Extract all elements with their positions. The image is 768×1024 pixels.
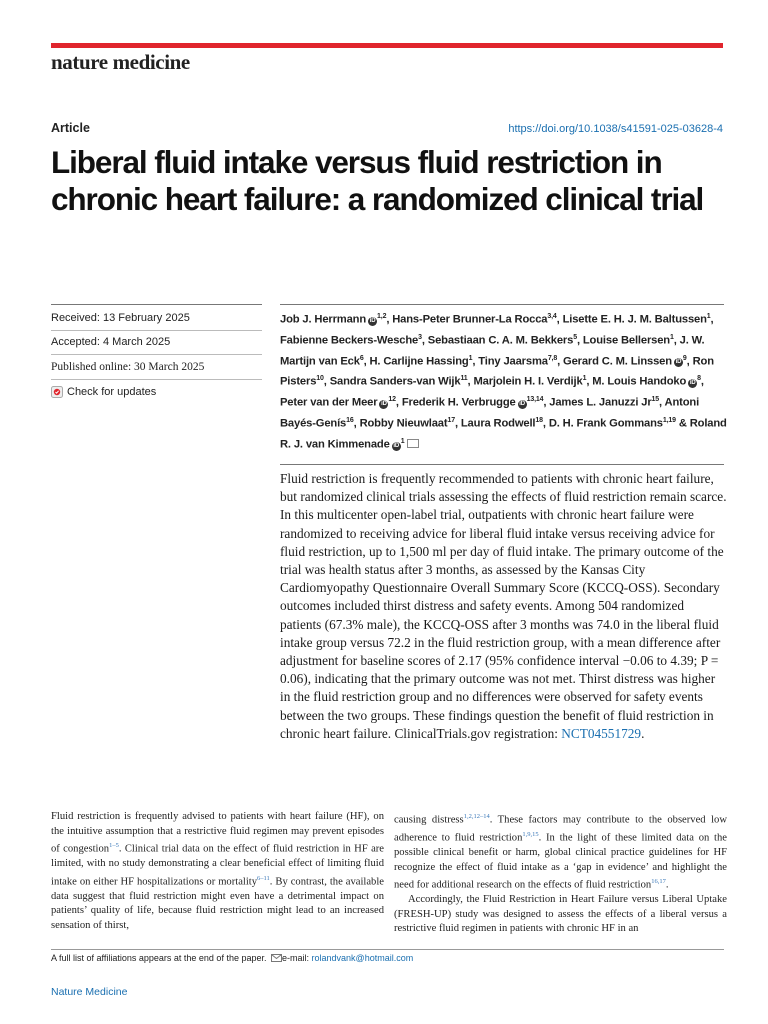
affiliation-superscript: 3 (418, 333, 422, 341)
orcid-icon[interactable]: iD (393, 442, 400, 449)
affiliation-superscript: 1 (670, 333, 674, 341)
check-updates-label: Check for updates (67, 386, 157, 398)
affiliation-superscript: 18 (535, 417, 543, 425)
author-name: Antoni Bayés-Genís (280, 397, 700, 430)
body-text: . In the light of these limited data on the possible clinical benefit or harm, global clinical practice guidelines for HF recognize the effect of fluid intake as a ‘gap in evidence’ and highlight the need for additional research on the effects of fluid restriction (394, 832, 727, 891)
footnote-rule (51, 949, 724, 950)
body-text: Fluid restriction is frequently advised to patients with heart failure (HF), on the intuitive assumption that a restrictive fluid regimen may prevent episodes of congestion (51, 811, 384, 855)
affiliation-superscript: 8 (697, 375, 701, 383)
doi-link[interactable]: https://doi.org/10.1038/s41591-025-03628-4 (508, 123, 723, 135)
affiliation-superscript: 10 (316, 375, 324, 383)
accepted-date: Accepted: 4 March 2025 (51, 336, 171, 348)
author-name: Ron Pisters (280, 355, 714, 389)
affiliation-superscript: 12 (388, 396, 396, 404)
article-type-label: Article (51, 121, 90, 135)
affiliation-superscript: 17 (447, 417, 455, 425)
orcid-icon[interactable]: iD (369, 317, 376, 324)
affiliation-superscript: 11 (460, 375, 468, 383)
author-name: Fabienne Beckers-Wesche (280, 334, 419, 347)
email-icon[interactable] (407, 439, 419, 448)
journal-name[interactable]: nature medicine (51, 50, 190, 74)
article-title: Liberal fluid intake versus fluid restriction in chronic heart failure: a randomized clinical trial (51, 144, 704, 217)
affiliation-superscript: 1,2 (377, 313, 387, 320)
abstract-top-rule (280, 464, 724, 465)
journal-red-bar (51, 43, 723, 48)
author-name: Laura Rodwell (460, 417, 536, 430)
meta-divider (51, 354, 262, 355)
author-name: Frederik H. Verbrugge (401, 397, 516, 410)
citation-link[interactable]: 1,9,15 (522, 831, 539, 839)
affiliation-superscript: 6 (359, 354, 364, 362)
body-paragraph (394, 810, 727, 893)
check-for-updates-button[interactable] (51, 386, 156, 398)
body-paragraph: Accordingly, the Fluid Restriction in Heart Failure versus Liberal Uptake (FRESH-UP) study was designed to assess the effects of a liberal versus a restrictive fluid regimen in patients with chronic HF in an (394, 894, 727, 935)
affiliation-superscript: 1 (582, 375, 587, 383)
affiliation-superscript: 3,4 (547, 313, 557, 320)
citation-link[interactable]: 16,17 (651, 878, 666, 886)
author-name: Gerard C. M. Linssen (563, 355, 672, 368)
affiliation-superscript: 7,8 (547, 354, 558, 362)
authors-top-rule (280, 304, 724, 305)
body-text: causing distress (394, 814, 464, 826)
trial-registration-link[interactable]: NCT04551729 (561, 725, 642, 741)
author-name: Roland R. J. van Kimmenade (280, 417, 727, 451)
meta-top-rule (51, 304, 262, 305)
author-name: Hans-Peter Brunner-La Rocca (392, 313, 548, 326)
orcid-icon[interactable]: iD (519, 401, 525, 408)
body-text: . By contrast, the available data suggest that fluid restriction might even have a detrimental impact on patients’ quality of life, because fluid restriction might lead to an increased sensation of thirst, (51, 876, 384, 931)
meta-divider (51, 330, 262, 331)
author-name: Tiny Jaarsma (478, 355, 548, 368)
body-text: . Clinical trial data on the effect of fluid restriction in HF are limited, with no study demonstrating a clear beneficial effect of limiting fluid intake on either HF hospitalizations or mortality (51, 843, 385, 888)
author-name: Robby Nieuwlaat (359, 417, 448, 430)
affiliation-superscript: 5 (573, 333, 577, 341)
abstract-end: . (641, 725, 645, 741)
body-column-1 (51, 810, 384, 933)
body-text: . These factors may contribute to the observed low adherence to fluid restriction (394, 814, 728, 844)
author-name: Sebastiaan C. A. M. Bekkers (427, 334, 574, 347)
email-label: e-mail: (282, 953, 310, 963)
orcid-icon[interactable]: iD (675, 359, 682, 366)
abstract-text: Fluid restriction is frequently recommended to patients with chronic heart failure, but randomized clinical trials assessing the effects of fluid restriction remain scarce. In this multicenter open-label trial, outpatients with chronic heart failure were randomized to receiving advice for liberal fluid intake versus receiving advice for fluid restriction, up to 1,500 ml per day of fluid intake. The primary outcome of the trial was health status after 3 months, as assessed by the Kansas City Cardiomyopathy Questionnaire Overall Summary Score (KCCQ-OSS). Secondary outcomes included thirst distress and safety events. Among 504 randomized patients (67.3% male), the KCCQ-OSS after 3 months was 74.0 in the liberal fluid intake group versus 72.2 in the fluid restriction group, with a mean difference after adjustment for baseline scores of 2.17 (95% confidence interval −0.06 to 4.39; P = 0.06), indicating that the primary outcome was not met. Thirst distress was higher in the fluid restriction group and no differences were observed for safety events between the two groups. These findings question the benefit of fluid restriction in chronic heart failure. ClinicalTrials.gov registration: (280, 471, 727, 741)
author-name: Louise Bellersen (582, 334, 670, 347)
author-name: H. Carlijne Hassing (369, 355, 469, 368)
author-name: Sandra Sanders-van Wijk (329, 376, 461, 389)
author-name: Marjolein H. I. Verdijk (473, 376, 583, 389)
author-name: M. Louis Handoko (592, 376, 687, 389)
body-text: . (665, 879, 669, 891)
affiliation-note: A full list of affiliations appears at the end of the paper. (51, 953, 267, 963)
affiliation-superscript: 1 (468, 354, 473, 362)
affiliation-superscript: 1,19 (662, 417, 676, 425)
orcid-icon[interactable]: iD (689, 380, 696, 387)
author-name: J. W. Martijn van Eck (280, 334, 705, 368)
affiliation-superscript: 1 (400, 437, 405, 445)
author-list: Job J. Herrmann iD$^{1,2}$, Hans-Peter Brunner-La Rocca$^{3,4}$, Lisette E. H. J. M. Baltussen$^1$, Fabienne Beckers-Wesche$^3$, Sebastiaan C. A. M. Bekkers$^5$, Louise Bellersen$^1$, J. W. Martijn van Eck$^6$, H. Carlijne Hassing$^1$, Tiny Jaarsma$^{7,8}$, Gerard C. M. Linssen $iD^9$, Ron Pisters$^{10}$, Sandra Sanders-van Wijk$^{11}$, Marjolein H. I. Verdijk$^1$, M. Louis Handoko $iD^8$, Peter van der Meer $iD^{12}$, Frederik H. Verbrugge iD$^{13,14}$, James L. Januzzi Jr$^{15}$, Antoni Bayés-Genís$^{16}$, Robby Nieuwlaat$^{17}$, Laura Rodwell$^{18}$, D. H. Frank Gommans$^{1,19}$ & Roland R. J. van Kimmenade $iD^1$ (280, 313, 727, 451)
published-date: Published online: 30 March 2025 (51, 361, 205, 373)
author-name: D. H. Frank Gommans (548, 417, 663, 430)
received-date: Received: 13 February 2025 (51, 312, 190, 324)
email-icon (271, 954, 282, 962)
author-name: Job J. Herrmann (280, 313, 367, 326)
abstract (280, 470, 728, 743)
affiliation-superscript: 16 (346, 417, 354, 425)
meta-divider (51, 379, 262, 380)
citation-link[interactable]: 1,2,12–14 (463, 813, 490, 820)
author-name: Lisette E. H. J. M. Baltussen (562, 313, 707, 326)
affiliation-superscript: 1 (706, 313, 711, 320)
orcid-icon[interactable]: iD (381, 401, 387, 408)
affiliation-superscript: 9 (682, 354, 687, 362)
citation-link[interactable]: 6–11 (257, 874, 270, 882)
check-updates-icon (51, 386, 63, 398)
affiliation-footnote (51, 953, 413, 963)
author-name: James L. Januzzi Jr (549, 397, 652, 410)
author-name: Peter van der Meer (280, 397, 378, 410)
footer-journal-name: Nature Medicine (51, 986, 128, 998)
affiliation-superscript: 13,14 (526, 396, 544, 404)
corresponding-email-link[interactable]: rolandvank@hotmail.com (311, 953, 414, 963)
citation-link[interactable]: 1–5 (109, 842, 119, 849)
affiliation-superscript: 15 (651, 396, 660, 404)
body-column-2 (394, 810, 727, 937)
